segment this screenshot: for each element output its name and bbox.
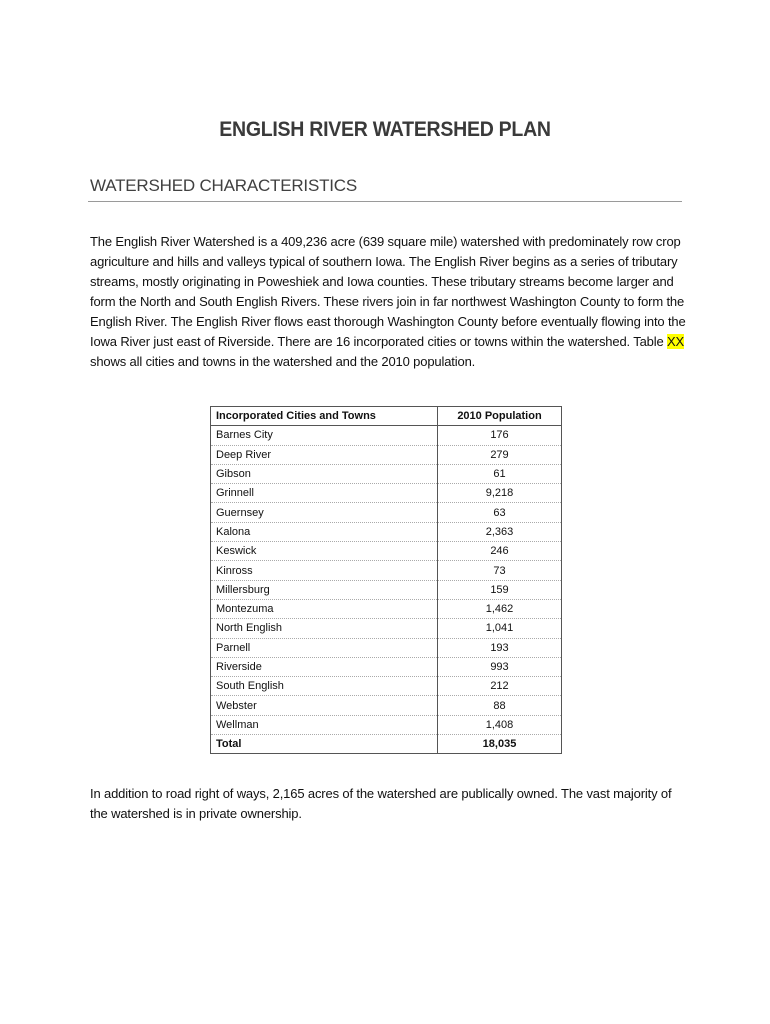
city-name: Guernsey xyxy=(211,503,438,522)
city-name: Kinross xyxy=(211,561,438,580)
intro-text-end: shows all cities and towns in the watershed and the 2010 population. xyxy=(90,354,476,369)
document-title: ENGLISH RIVER WATERSHED PLAN xyxy=(219,118,551,141)
table-reference-highlight: XX xyxy=(667,334,685,349)
city-population: 73 xyxy=(438,561,562,580)
city-population: 1,408 xyxy=(438,715,562,734)
city-name: Barnes City xyxy=(211,426,438,445)
table-row xyxy=(211,503,562,522)
table-row xyxy=(211,484,562,503)
table-row xyxy=(211,445,562,464)
city-population: 159 xyxy=(438,580,562,599)
table-row xyxy=(211,561,562,580)
city-name: Grinnell xyxy=(211,484,438,503)
table-row xyxy=(211,638,562,657)
city-name: Parnell xyxy=(211,638,438,657)
city-population: 2,363 xyxy=(438,522,562,541)
table-row xyxy=(211,580,562,599)
city-name: Kalona xyxy=(211,522,438,541)
city-population: 246 xyxy=(438,542,562,561)
city-population: 63 xyxy=(438,503,562,522)
table-row xyxy=(211,715,562,734)
city-name: Gibson xyxy=(211,464,438,483)
table-row xyxy=(211,677,562,696)
city-population: 993 xyxy=(438,657,562,676)
table-row xyxy=(211,464,562,483)
city-population: 1,041 xyxy=(438,619,562,638)
city-population: 212 xyxy=(438,677,562,696)
city-name: Millersburg xyxy=(211,580,438,599)
city-name: Deep River xyxy=(211,445,438,464)
city-name: South English xyxy=(211,677,438,696)
section-heading: WATERSHED CHARACTERISTICS xyxy=(90,176,358,195)
table-row xyxy=(211,696,562,715)
table-row xyxy=(211,657,562,676)
table-header-row xyxy=(211,407,562,426)
city-population: 88 xyxy=(438,696,562,715)
total-population: 18,035 xyxy=(438,735,562,754)
table-row xyxy=(211,426,562,445)
table-total-row xyxy=(211,735,562,754)
city-population: 1,462 xyxy=(438,599,562,618)
city-name: Webster xyxy=(211,696,438,715)
city-population: 9,218 xyxy=(438,484,562,503)
column-header-population: 2010 Population xyxy=(438,407,562,426)
city-name: Riverside xyxy=(211,657,438,676)
city-name: Montezuma xyxy=(211,599,438,618)
city-population: 176 xyxy=(438,426,562,445)
intro-text-start: The English River Watershed is a 409,236 acre (639 square mile) watershed with predominately row crop agriculture and hills and valleys typical of southern Iowa. The English River begins as a series of tributary streams, mostly originating in Poweshiek and Iowa counties. These tributary streams become larger and form the North and South English Rivers. These rivers join in far northwest Washington County to form the English River. The English River flows east thorough Washington County before eventually flowing into the Iowa River just east of Riverside. There are 16 incorporated cities or towns within the watershed. Table xyxy=(90,234,686,349)
city-population: 193 xyxy=(438,638,562,657)
city-population: 61 xyxy=(438,464,562,483)
city-name: North English xyxy=(211,619,438,638)
table-row xyxy=(211,522,562,541)
city-population: 279 xyxy=(438,445,562,464)
column-header-cities: Incorporated Cities and Towns xyxy=(211,407,438,426)
total-label: Total xyxy=(211,735,438,754)
table-row xyxy=(211,542,562,561)
table-row xyxy=(211,599,562,618)
ownership-paragraph: In addition to road right of ways, 2,165 acres of the watershed are publically owned. The vast majority of the watershed is in private ownership. xyxy=(90,786,672,821)
cities-population-table xyxy=(210,406,562,754)
city-name: Keswick xyxy=(211,542,438,561)
section-divider xyxy=(88,201,682,202)
intro-paragraph xyxy=(90,232,690,372)
table-row xyxy=(211,619,562,638)
city-name: Wellman xyxy=(211,715,438,734)
